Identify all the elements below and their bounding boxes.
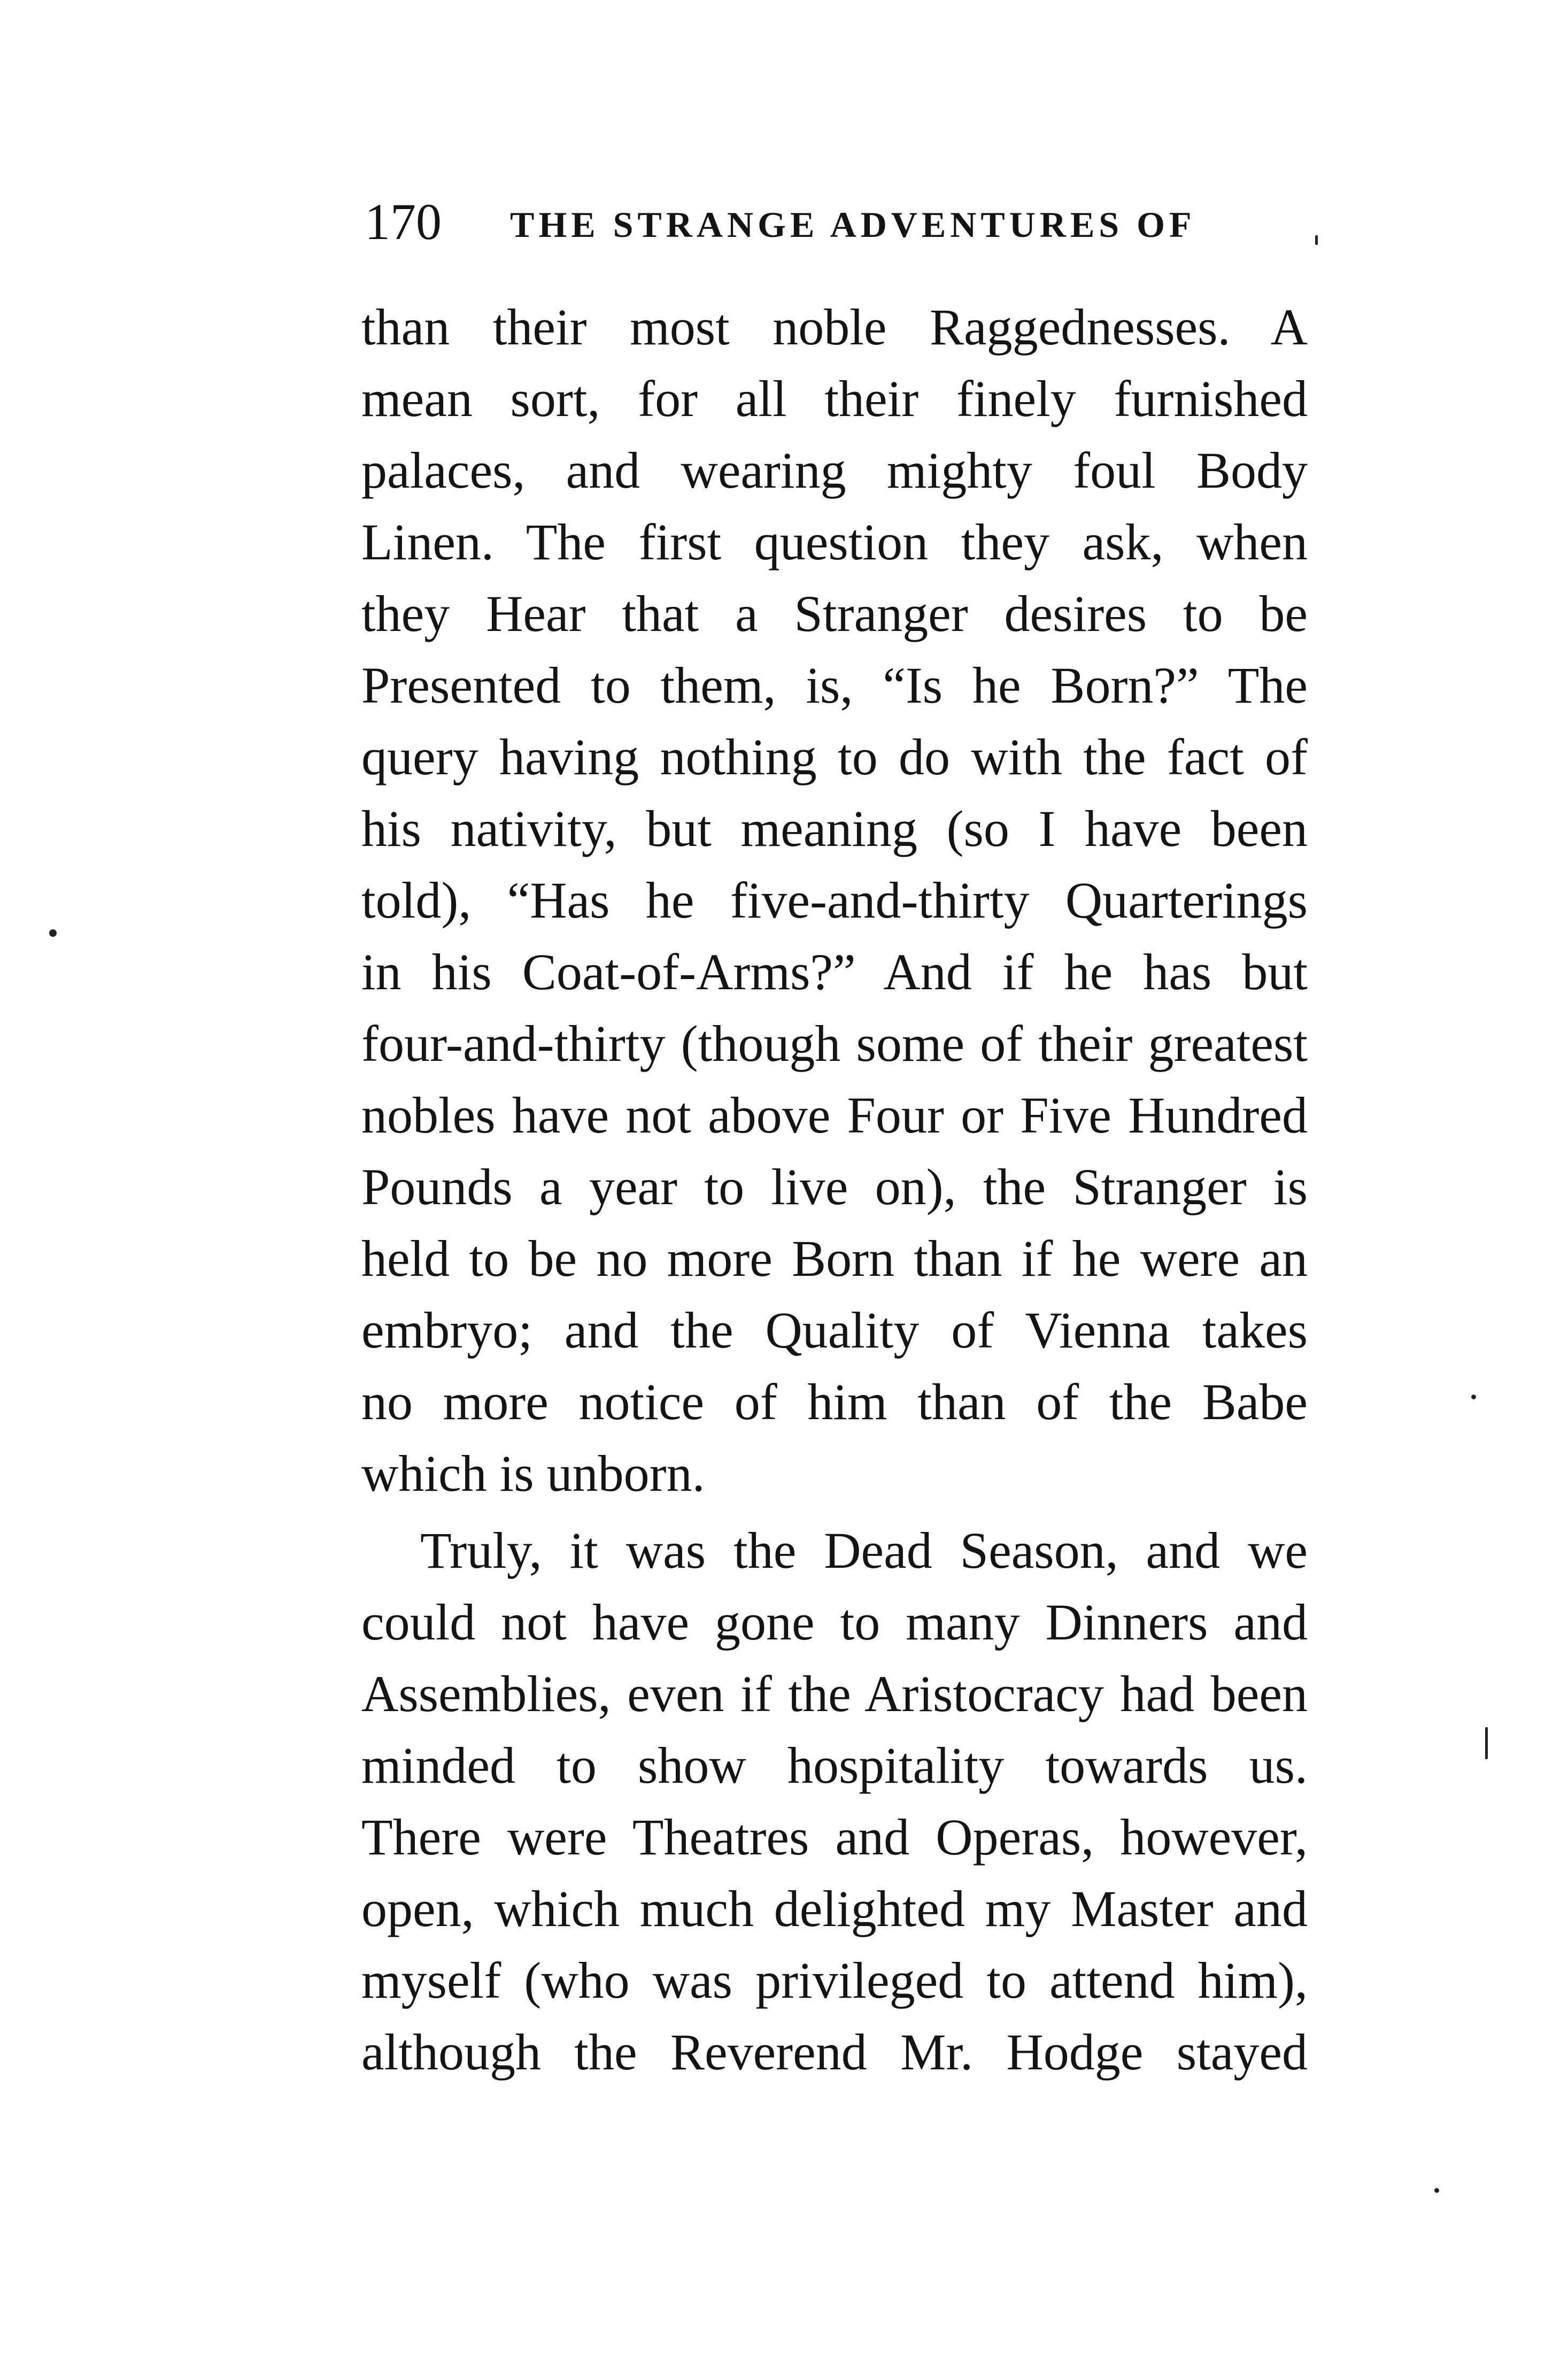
text-line: Pounds a year to live on), the Stranger is: [361, 1158, 1308, 1215]
scan-speck: [1471, 1395, 1476, 1399]
running-title: THE STRANGE ADVENTURES OF: [510, 204, 1196, 245]
body-text: [361, 291, 1308, 2088]
text-line: Linen. The first question they ask, when: [361, 513, 1308, 571]
paragraph-gap: [361, 1510, 1308, 1515]
text-line: nobles have not above Four or Five Hundred: [361, 1087, 1308, 1144]
scan-speck: [1485, 1727, 1488, 1759]
text-line: minded to show hospitality towards us.: [361, 1737, 1308, 1794]
text-line: which is unborn.: [361, 1445, 705, 1502]
scan-speck: [49, 929, 57, 937]
text-line: could not have gone to many Dinners and: [361, 1593, 1308, 1651]
text-line: four-and-thirty (though some of their greatest: [361, 1015, 1308, 1072]
text-line: There were Theatres and Operas, however,: [361, 1808, 1308, 1866]
text-line: they Hear that a Stranger desires to be: [361, 585, 1308, 642]
text-line: in his Coat-of-Arms?” And if he has but: [361, 943, 1308, 1000]
text-line: myself (who was privileged to attend him),: [361, 1952, 1308, 2009]
text-line: query having nothing to do with the fact of: [361, 728, 1308, 785]
text-line: Truly, it was the Dead Season, and we: [420, 1522, 1308, 1579]
text-line: palaces, and wearing mighty foul Body: [361, 442, 1308, 499]
paragraph: [361, 291, 1308, 1510]
text-line: although the Reverend Mr. Hodge stayed: [361, 2023, 1308, 2081]
text-line: Assemblies, even if the Aristocracy had been: [361, 1665, 1308, 1722]
text-line: mean sort, for all their finely furnished: [361, 370, 1308, 427]
paragraph: [361, 1515, 1308, 2088]
text-line: no more notice of him than of the Babe: [361, 1373, 1308, 1430]
page-header: [365, 190, 1311, 254]
text-line: than their most noble Raggednesses. A: [361, 298, 1308, 356]
text-line: Presented to them, is, “Is he Born?” The: [361, 657, 1308, 714]
page-number: 170: [365, 193, 442, 250]
scan-speck: [1434, 2188, 1439, 2193]
text-line: embryo; and the Quality of Vienna takes: [361, 1301, 1308, 1359]
text-line: told), “Has he five-and-thirty Quarterings: [361, 872, 1308, 929]
text-line: his nativity, but meaning (so I have been: [361, 800, 1308, 857]
scan-speck: [1315, 235, 1318, 245]
text-line: open, which much delighted my Master and: [361, 1880, 1308, 1937]
text-line: held to be no more Born than if he were an: [361, 1230, 1308, 1287]
